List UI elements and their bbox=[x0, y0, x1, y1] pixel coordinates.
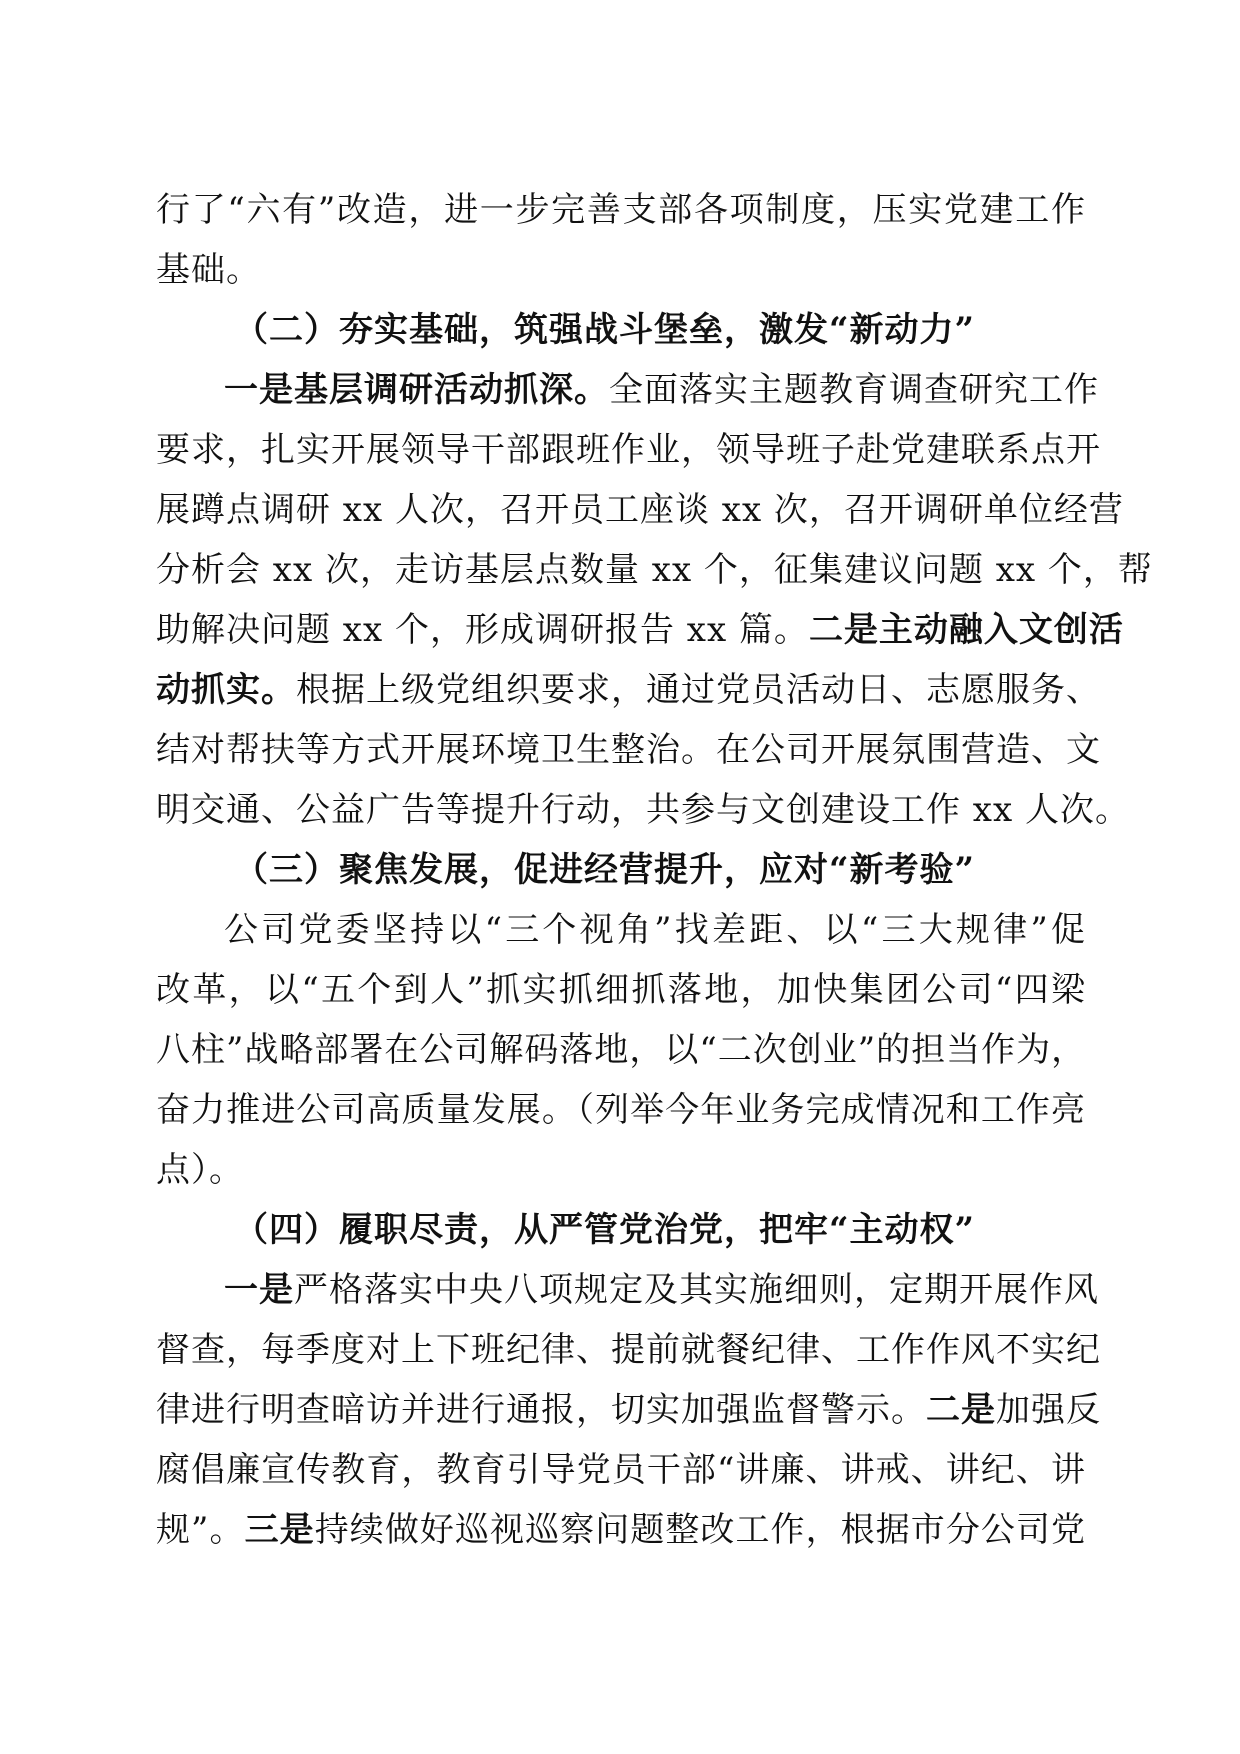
paragraph-line: 基础。 bbox=[156, 250, 261, 290]
paragraph-line: 行了“六有”改造，进一步完善支部各项制度，压实党建工作 bbox=[156, 190, 1086, 230]
paragraph-line bbox=[156, 1262, 1099, 1322]
paragraph-line bbox=[156, 362, 1099, 422]
document-body bbox=[156, 182, 1153, 1562]
section-heading-2: （二）夯实基础，筑强战斗堡垒，激发“新动力” bbox=[234, 310, 976, 350]
bold-lead: 二是主动融入文创活 bbox=[808, 610, 1124, 650]
text-run: 严格落实中央八项规定及其实施细则，定期开展作风 bbox=[294, 1270, 1099, 1310]
section-heading-4: （四）履职尽责，从严管党治党，把牢“主动权” bbox=[234, 1210, 976, 1250]
paragraph-line bbox=[156, 1382, 1101, 1442]
paragraph-line bbox=[156, 602, 1124, 662]
bold-lead: 动抓实。 bbox=[156, 670, 296, 710]
paragraph-line: 展蹲点调研 xx 人次，召开员工座谈 xx 次，召开调研单位经营 bbox=[156, 490, 1124, 530]
paragraph-line bbox=[156, 662, 1101, 722]
paragraph-line: 明交通、公益广告等提升行动，共参与文创建设工作 xx 人次。 bbox=[156, 790, 1130, 830]
text-run: 全面落实主题教育调查研究工作 bbox=[609, 370, 1099, 410]
paragraph-line: 腐倡廉宣传教育，教育引导党员干部“讲廉、讲戒、讲纪、讲 bbox=[156, 1450, 1086, 1490]
bold-lead: 一是基层调研活动抓深。 bbox=[224, 370, 609, 410]
paragraph-line: 督查，每季度对上下班纪律、提前就餐纪律、工作作风不实纪 bbox=[156, 1330, 1101, 1370]
text-run: 持续做好巡视巡察问题整改工作，根据市分公司党 bbox=[314, 1510, 1087, 1550]
paragraph-line: 奋力推进公司高质量发展。（列举今年业务完成情况和工作亮 bbox=[156, 1090, 1086, 1130]
paragraph-line: 分析会 xx 次，走访基层点数量 xx 个，征集建议问题 xx 个，帮 bbox=[156, 550, 1153, 590]
paragraph-line bbox=[156, 1502, 1086, 1562]
paragraph-line: 改革，以“五个到人”抓实抓细抓落地，加快集团公司“四梁 bbox=[156, 970, 1086, 1010]
paragraph-line: 八柱”战略部署在公司解码落地，以“二次创业”的担当作为， bbox=[156, 1030, 1087, 1070]
text-run: 加强反 bbox=[996, 1390, 1101, 1430]
bold-lead: 三是 bbox=[244, 1510, 315, 1550]
text-run: 助解决问题 xx 个，形成调研报告 xx 篇。 bbox=[156, 610, 809, 650]
paragraph-line: 结对帮扶等方式开展环境卫生整治。在公司开展氛围营造、文 bbox=[156, 730, 1101, 770]
text-run: 律进行明查暗访并进行通报，切实加强监督警示。 bbox=[156, 1390, 926, 1430]
text-run: 规”。 bbox=[156, 1510, 245, 1550]
bold-lead: 二是 bbox=[926, 1390, 996, 1430]
text-run: 根据上级党组织要求，通过党员活动日、志愿服务、 bbox=[296, 670, 1101, 710]
bold-lead: 一是 bbox=[224, 1270, 294, 1310]
paragraph-line: 点）。 bbox=[156, 1150, 244, 1190]
paragraph-line: 公司党委坚持以“三个视角”找差距、以“三大规律”促 bbox=[224, 910, 1086, 950]
section-heading-3: （三）聚焦发展，促进经营提升，应对“新考验” bbox=[234, 850, 976, 890]
paragraph-line: 要求，扎实开展领导干部跟班作业，领导班子赴党建联系点开 bbox=[156, 430, 1101, 470]
